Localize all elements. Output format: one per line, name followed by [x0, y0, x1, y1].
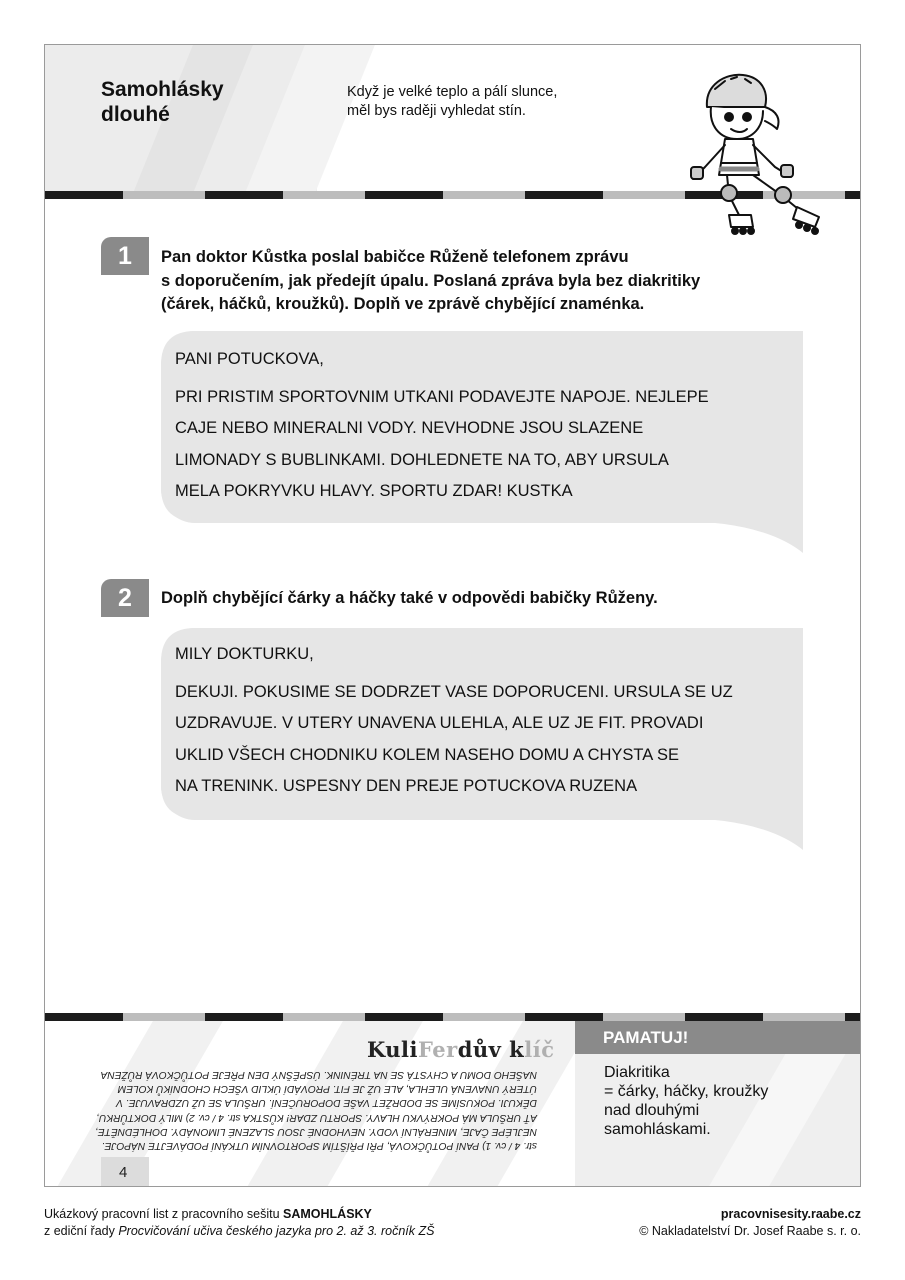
answer-key-title — [367, 1037, 554, 1062]
message-2-text — [175, 639, 733, 803]
remember-heading: PAMATUJ! — [575, 1021, 860, 1054]
footer-text: Ukázkový pracovní list z pracovního sešitu — [44, 1207, 283, 1221]
title-line: dlouhé — [101, 103, 170, 126]
task-line: (čárek, háčků, kroužků). Doplň ve zprávě chybějící znaménka. — [161, 295, 645, 313]
remember-line: samohláskami. — [604, 1121, 711, 1138]
footer-right — [639, 1206, 861, 1240]
message-line: MILY DOKTURKU, — [175, 645, 314, 663]
remember-line: Diakritika — [604, 1064, 670, 1081]
exercise-2-task: Doplň chybějící čárky a háčky také v odpovědi babičky Růženy. — [161, 589, 658, 607]
task-line: s doporučením, jak předejít úpalu. Poslaná zpráva byla bez diakritiky — [161, 271, 701, 290]
remember-text — [604, 1063, 768, 1139]
message-line: NA TRENINK. USPESNY DEN PREJE POTUCKOVA RUZENA — [175, 777, 638, 795]
answer-key-text: str. 4 / cv. 1) PANÍ POTŮČKOVÁ, PŘI PŘÍŠTÍM SPORTOVNÍM UTKÁNÍ PODÁVEJTE NÁPOJE. NEJLÉPE ČAJE, MINERÁLNÍ VODY. NEVHODNÉ JSOU SLAZENÉ LIMONÁDY. DOHLÉDNĚTE, AŤ URŠULA MÁ POKRÝVKU HLAVY. SPORTU ZDAR! KŮSTKA str. 4 / cv. 2) MILÝ DOKTŮRKU, DĚKUJI. POKUSÍME SE DODRŽET VAŠE DOPORUČENÍ. URŠULA SE UŽ UZDRAVUJE. V ÚTERÝ UNAVENÁ ULEHLA, ALE UŽ JE FIT. PROVÁDÍ ÚKLID VŠECH CHODNÍKŮ KOLEM NAŠEHO DOMU A CHYSTÁ SE NA TRÉNINK. ÚSPĚŠNÝ DEN PŘEJE POTŮČKOVÁ RŮŽENA — [95, 1069, 537, 1152]
footer-left-line2 — [44, 1223, 434, 1240]
message-1-text — [175, 344, 709, 508]
key-title-part: k — [501, 1037, 525, 1062]
key-title-part: Fer — [418, 1037, 458, 1062]
remember-line: nad dlouhými — [604, 1102, 700, 1119]
footer-left — [44, 1206, 434, 1240]
key-title-part: dův — [457, 1037, 502, 1062]
task-line: Pan doktor Kůstka poslal babičce Růženě telefonem zprávu — [161, 248, 629, 266]
exercise-number-2: 2 — [101, 579, 149, 617]
exercise-number-1: 1 — [101, 237, 149, 275]
footer-workbook-name: SAMOHLÁSKY — [283, 1207, 372, 1221]
footer-left-line1 — [44, 1206, 434, 1223]
key-title-part: Kuli — [367, 1037, 419, 1062]
footer-copyright: © Nakladatelství Dr. Josef Raabe s. r. o. — [639, 1224, 861, 1238]
message-line: LIMONADY S BUBLINKAMI. DOHLEDNETE NA TO, ABY URSULA — [175, 450, 669, 469]
page-number: 4 — [101, 1157, 149, 1187]
message-line: PANI POTUCKOVA, — [175, 350, 324, 368]
message-bubble-2 — [161, 628, 803, 820]
message-line: MELA POKRYVKU HLAVY. SPORTU ZDAR! KUSTKA — [175, 482, 573, 500]
message-line: PRI PRISTIM SPORTOVNIM UTKANI PODAVEJTE NAPOJE. NEJLEPE — [175, 387, 709, 406]
exercise-1-task — [161, 246, 821, 317]
tagline — [347, 83, 557, 121]
remember-box — [575, 1021, 860, 1187]
footer-divider-bar — [45, 1013, 860, 1021]
tagline-line: měl bys raději vyhledat stín. — [347, 103, 526, 119]
rollerblading-girl-illustration — [685, 67, 835, 235]
footer-text: z ediční řady — [44, 1224, 119, 1238]
message-line: UKLID VŠECH CHODNIKU KOLEM NASEHO DOMU A CHYSTA SE — [175, 745, 679, 764]
page-title — [101, 77, 224, 127]
worksheet-page — [44, 44, 861, 1187]
message-line: UZDRAVUJE. V UTERY UNAVENA ULEHLA, ALE UZ JE FIT. PROVADI — [175, 714, 704, 732]
title-line: Samohlásky — [101, 78, 224, 101]
footer-website: pracovnisesity.raabe.cz — [720, 1207, 861, 1221]
message-bubble-1 — [161, 331, 803, 523]
tagline-line: Když je velké teplo a pálí slunce, — [347, 84, 558, 100]
message-line: DEKUJI. POKUSIME SE DODRZET VASE DOPORUCENI. URSULA SE UZ — [175, 682, 733, 701]
key-title-part: líč — [524, 1037, 555, 1062]
footer-series-name: Procvičování učiva českého jazyka pro 2. až 3. ročník ZŠ — [118, 1224, 435, 1238]
message-line: CAJE NEBO MINERALNI VODY. NEVHODNE JSOU SLAZENE — [175, 419, 644, 437]
remember-line: = čárky, háčky, kroužky — [604, 1083, 769, 1100]
